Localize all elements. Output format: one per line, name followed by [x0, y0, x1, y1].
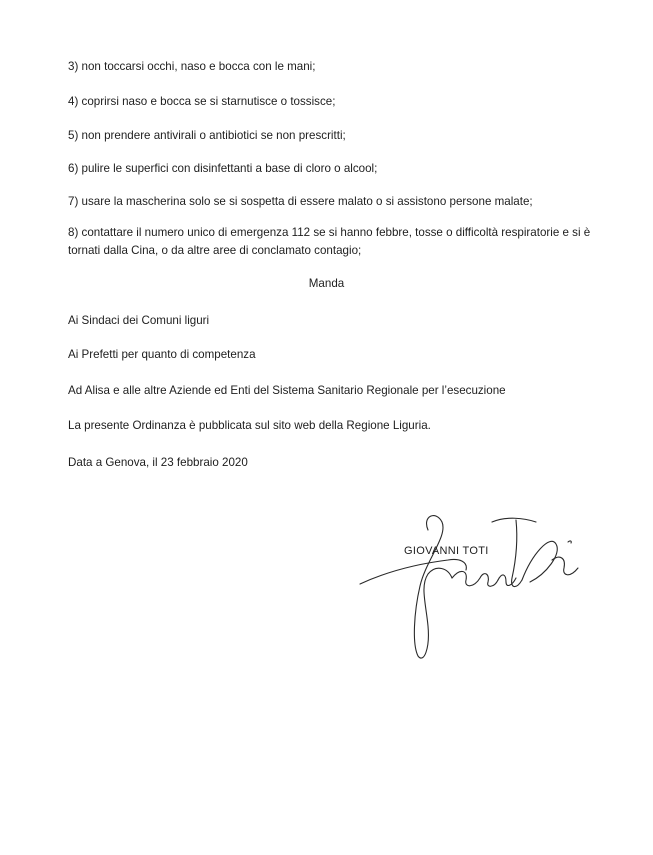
recipient-sindaci: Ai Sindaci dei Comuni liguri [68, 314, 210, 327]
manda-heading: Manda [308, 277, 345, 290]
signatory-name: GIOVANNI TOTI [404, 545, 489, 557]
recipient-prefetti: Ai Prefetti per quanto di competenza [68, 348, 256, 361]
item-8: 8) contattare il numero unico di emergenza 112 se si hanno febbre, tosse o difficoltà respiratorie e si è tornati dalla Cina, o da altre aree di conclamato contagio; [68, 226, 591, 257]
item-3: 3) non toccarsi occhi, naso e bocca con le mani; [68, 60, 316, 73]
signature [356, 508, 590, 660]
item-5: 5) non prendere antivirali o antibiotici se non prescritti; [68, 129, 346, 142]
publication-note: La presente Ordinanza è pubblicata sul sito web della Regione Liguria. [68, 419, 431, 432]
item-7: 7) usare la mascherina solo se si sospetta di essere malato o si assistono persone malate; [68, 195, 533, 208]
date-line: Data a Genova, il 23 febbraio 2020 [68, 456, 248, 469]
item-4: 4) coprirsi naso e bocca se si starnutisce o tossisce; [68, 95, 336, 108]
item-6: 6) pulire le superfici con disinfettanti a base di cloro o alcool; [68, 162, 378, 175]
recipient-alisa: Ad Alisa e alle altre Aziende ed Enti del Sistema Sanitario Regionale per l’esecuzione [68, 384, 506, 397]
